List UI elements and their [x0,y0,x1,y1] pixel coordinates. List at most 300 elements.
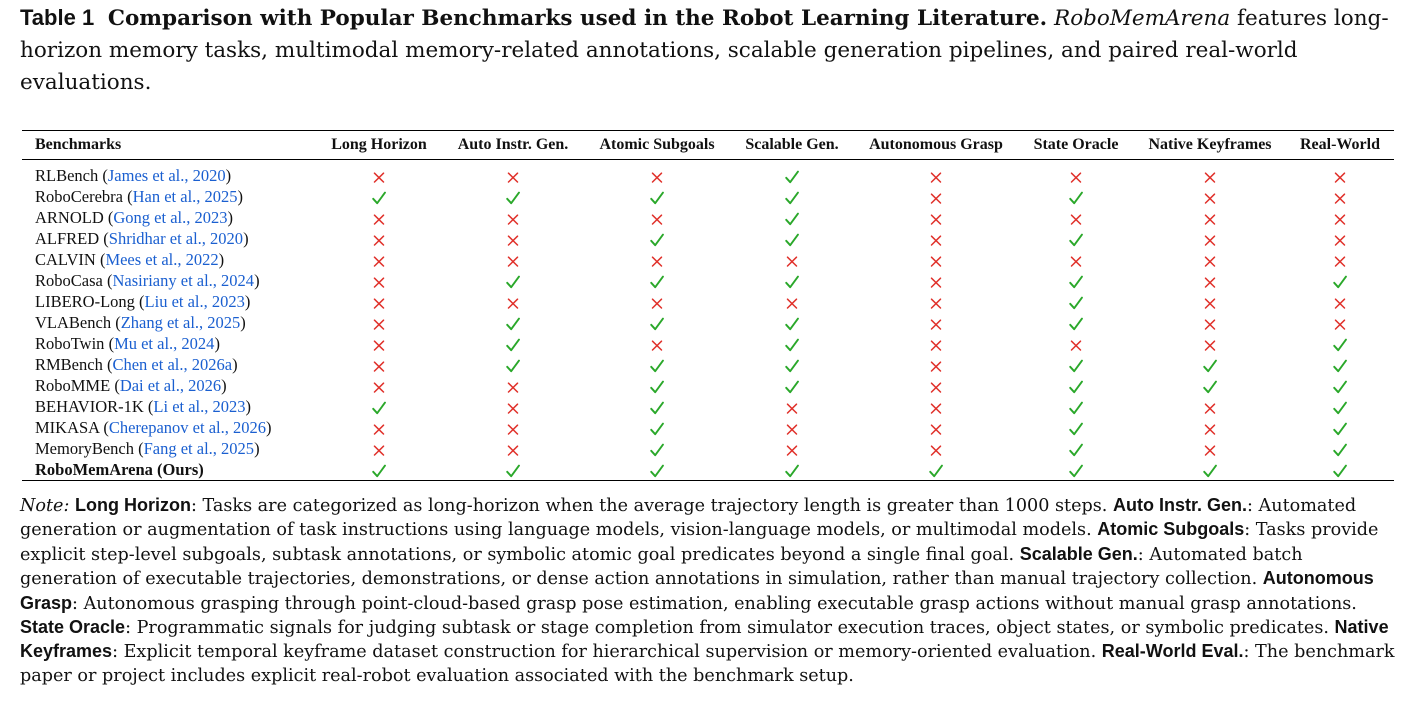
note-separator: : [1247,496,1253,516]
check-icon [649,460,665,479]
feature-cell [1018,396,1134,417]
feature-cell [1134,333,1286,354]
cross-icon [928,418,944,437]
cross-icon [505,397,521,416]
benchmark-name-cell: RoboMME (Dai et al., 2026) [35,376,227,395]
check-icon [1202,376,1218,395]
caption-title: Comparison with Popular Benchmarks used in the Robot Learning Literature. [107,6,1048,31]
cross-icon [649,166,665,185]
cross-icon [649,250,665,269]
note-separator: : [112,642,118,663]
check-icon [1332,334,1348,353]
cross-icon [371,250,387,269]
check-icon [649,418,665,437]
feature-cell [1286,249,1394,270]
check-icon [784,271,800,290]
benchmark-name-cell: ARNOLD (Gong et al., 2023) [35,208,233,227]
feature-cell [1018,438,1134,459]
benchmark-name-cell: MIKASA (Cherepanov et al., 2026) [35,418,272,437]
feature-cell [316,207,442,228]
feature-cell [584,354,730,375]
cross-icon [1332,229,1348,248]
cross-icon [784,439,800,458]
feature-cell [730,207,854,228]
check-icon [784,229,800,248]
feature-cell [442,333,584,354]
cross-icon [505,166,521,185]
feature-cell [1134,417,1286,438]
feature-cell [1134,160,1286,187]
cross-icon [1202,250,1218,269]
cross-icon [1068,334,1084,353]
cross-icon [505,439,521,458]
feature-cell [316,291,442,312]
note-term: Atomic Subgoals [1097,519,1245,540]
table-row [22,186,1394,207]
cross-icon [928,166,944,185]
feature-cell [442,207,584,228]
feature-cell [1134,207,1286,228]
check-icon [649,271,665,290]
feature-cell [1286,186,1394,207]
feature-cell [854,249,1018,270]
note-separator: : [1137,544,1144,565]
header-atomic-subgoals: Atomic Subgoals [599,136,715,153]
cross-icon [1202,397,1218,416]
feature-cell [1018,291,1134,312]
cross-icon [371,334,387,353]
cross-icon [371,271,387,290]
benchmark-name-cell: RoboCasa (Nasiriany et al., 2024) [35,271,260,290]
feature-cell [584,186,730,207]
benchmark-name: LIBERO-Long [35,292,135,311]
feature-cell [1018,207,1134,228]
cross-icon [1332,292,1348,311]
cross-icon [1332,313,1348,332]
check-icon [1332,271,1348,290]
feature-cell [1018,160,1134,187]
feature-cell [730,354,854,375]
benchmark-name: RoboMME [35,376,111,395]
feature-cell [584,417,730,438]
benchmark-name: RoboTwin [35,334,105,353]
feature-cell [442,186,584,207]
check-icon [1068,397,1084,416]
note-term: Scalable Gen. [1019,543,1138,564]
check-icon [784,460,800,479]
cross-icon [1332,250,1348,269]
feature-cell [1286,207,1394,228]
caption-benchmark-name: RoboMemArena [1054,6,1231,31]
table-row [22,249,1394,270]
benchmark-name: RoboCasa [35,271,103,290]
cross-icon [371,439,387,458]
benchmark-name: RLBench [35,166,99,185]
note-term: Auto Instr. Gen. [1113,495,1248,515]
check-icon [1332,355,1348,374]
check-icon [1068,376,1084,395]
feature-cell [442,312,584,333]
table-row [22,312,1394,333]
check-icon [784,334,800,353]
table-row [22,270,1394,291]
benchmark-name: BEHAVIOR-1K [35,397,144,416]
check-icon [649,376,665,395]
feature-cell [730,291,854,312]
cross-icon [928,376,944,395]
citation-link[interactable]: Liu et al., 2023 [144,292,245,311]
cross-icon [505,292,521,311]
note-term: Native Keyframes [20,617,1389,662]
citation-link[interactable]: Gong et al., 2023 [113,208,228,227]
feature-cell [442,249,584,270]
table-row [22,417,1394,438]
feature-cell [854,396,1018,417]
feature-cell [1134,270,1286,291]
benchmark-name-cell: CALVIN (Mees et al., 2022) [35,250,225,269]
feature-cell [442,396,584,417]
feature-cell [1018,249,1134,270]
feature-cell [584,459,730,481]
feature-cell [730,160,854,187]
feature-cell [316,270,442,291]
benchmark-name-cell: BEHAVIOR-1K (Li et al., 2023) [35,397,252,416]
table-header-row [22,131,1394,160]
feature-cell [1286,459,1394,481]
feature-cell [730,417,854,438]
feature-cell [854,207,1018,228]
check-icon [371,460,387,479]
feature-cell [584,375,730,396]
check-icon [784,166,800,185]
table-label: Table 1 [20,5,95,30]
feature-cell [316,333,442,354]
feature-cell [1018,354,1134,375]
check-icon [1068,292,1084,311]
check-icon [1332,439,1348,458]
cross-icon [1202,313,1218,332]
feature-cell [442,417,584,438]
cross-icon [928,334,944,353]
feature-cell [854,291,1018,312]
header-real-world: Real-World [1300,136,1380,153]
cross-icon [1332,187,1348,206]
cross-icon [784,397,800,416]
check-icon [505,187,521,206]
feature-cell [442,160,584,187]
table-note [20,494,1400,688]
check-icon [1068,229,1084,248]
feature-cell [584,160,730,187]
check-icon [1332,460,1348,479]
feature-cell [584,438,730,459]
check-icon [1068,313,1084,332]
cross-icon [505,250,521,269]
cross-icon [1202,187,1218,206]
benchmark-name-cell: RLBench (James et al., 2020) [35,166,232,185]
cross-icon [928,187,944,206]
benchmark-name: RoboMemArena (Ours) [35,460,204,479]
feature-cell [854,312,1018,333]
feature-cell [1134,396,1286,417]
note-definition: Tasks provide explicit step-level subgoals, subtask annotations, or symbolic atomic goal predicates beyond a single final goal. [20,520,1379,565]
cross-icon [1202,208,1218,227]
citation-link[interactable]: Mu et al., 2024 [114,334,215,353]
benchmark-name-cell: LIBERO-Long (Liu et al., 2023) [35,292,251,311]
cross-icon [1068,166,1084,185]
feature-cell [730,375,854,396]
cross-icon [649,208,665,227]
benchmark-name: ALFRED [35,229,100,248]
feature-cell [730,333,854,354]
feature-cell [1134,459,1286,481]
feature-cell [854,333,1018,354]
feature-cell [584,228,730,249]
feature-cell [1134,249,1286,270]
cross-icon [371,418,387,437]
citation-link[interactable]: Zhang et al., 2025 [120,313,241,332]
citation-link[interactable]: Chen et al., 2026a [112,355,233,374]
table-row [22,291,1394,312]
benchmark-name: ARNOLD [35,208,104,227]
feature-cell [442,270,584,291]
feature-cell [854,270,1018,291]
note-separator: : [125,618,131,639]
header-scalable-gen: Scalable Gen. [745,136,839,153]
check-icon [649,397,665,416]
table-row [22,354,1394,375]
cross-icon [1068,208,1084,227]
table-body [22,160,1394,481]
feature-cell [730,249,854,270]
check-icon [505,355,521,374]
benchmark-name-cell [22,459,316,481]
cross-icon [1202,166,1218,185]
benchmark-name: MIKASA [35,418,100,437]
note-definition: Automated generation or augmentation of task instructions using language models, vision-language models, or multimodal models. [20,496,1357,541]
check-icon [505,460,521,479]
feature-cell [442,228,584,249]
header-autonomous-grasp: Autonomous Grasp [869,136,1003,153]
check-icon [505,334,521,353]
cross-icon [649,292,665,311]
cross-icon [928,208,944,227]
note-definition: Programmatic signals for judging subtask or stage completion from simulator execution traces, object states, or symbolic predicates. [136,618,1329,639]
note-definition: Autonomous grasping through point-cloud-based grasp pose estimation, enabling executable grasp actions without manual grasp annotations. [83,593,1357,614]
header-state-oracle: State Oracle [1033,136,1119,153]
note-separator: : [1243,642,1250,663]
check-icon [1068,271,1084,290]
benchmark-name-cell: VLABench (Zhang et al., 2025) [35,313,246,332]
cross-icon [1332,166,1348,185]
citation-link[interactable]: Cherepanov et al., 2026 [108,418,266,437]
header-long-horizon: Long Horizon [331,136,427,153]
check-icon [371,187,387,206]
cross-icon [371,313,387,332]
cross-icon [649,334,665,353]
benchmark-name-cell: MemoryBench (Fang et al., 2025) [35,439,260,458]
feature-cell [1286,354,1394,375]
note-term: Real-World Eval. [1101,641,1244,662]
feature-cell [854,459,1018,481]
check-icon [505,271,521,290]
check-icon [1202,355,1218,374]
cross-icon [1202,418,1218,437]
citation-link[interactable]: Nasiriany et al., 2024 [112,271,255,290]
benchmark-name: VLABench [35,313,112,332]
note-separator: : [1244,520,1251,541]
check-icon [1068,418,1084,437]
feature-cell [1134,186,1286,207]
feature-cell [1018,459,1134,481]
feature-cell [316,160,442,187]
note-definition: Automated batch generation of executable trajectories, demonstrations, or dense action annotations in simulation, rather than manual trajectory collection. [20,544,1303,590]
feature-cell [442,375,584,396]
cross-icon [1202,334,1218,353]
check-icon [1068,439,1084,458]
citation-link[interactable]: Fang et al., 2025 [143,439,255,458]
feature-cell [316,228,442,249]
citation-link[interactable]: Li et al., 2023 [153,397,246,416]
feature-cell [1018,375,1134,396]
note-term: State Oracle [20,617,126,638]
feature-cell [1286,396,1394,417]
benchmark-name-cell: RoboTwin (Mu et al., 2024) [35,334,220,353]
feature-cell [316,249,442,270]
feature-cell [584,312,730,333]
check-icon [784,187,800,206]
cross-icon [928,292,944,311]
check-icon [1202,460,1218,479]
feature-cell [1286,375,1394,396]
cross-icon [928,439,944,458]
feature-cell [730,312,854,333]
cross-icon [505,208,521,227]
cross-icon [928,271,944,290]
feature-cell [730,270,854,291]
feature-cell [1018,333,1134,354]
cross-icon [1202,271,1218,290]
check-icon [1332,418,1348,437]
check-icon [1068,187,1084,206]
feature-cell [316,396,442,417]
check-icon [784,355,800,374]
benchmark-name: RoboCerebra [35,187,123,206]
feature-cell [730,438,854,459]
feature-cell [584,249,730,270]
feature-cell [316,354,442,375]
feature-cell [316,417,442,438]
citation-link[interactable]: James et al., 2020 [107,166,226,185]
citation-link[interactable]: Dai et al., 2026 [119,376,222,395]
feature-cell [316,375,442,396]
check-icon [649,355,665,374]
table-row [22,459,1394,481]
feature-cell [854,186,1018,207]
feature-cell [1134,354,1286,375]
check-icon [649,187,665,206]
table-row [22,207,1394,228]
feature-cell [316,438,442,459]
check-icon [371,397,387,416]
feature-cell [442,438,584,459]
feature-cell [1286,333,1394,354]
feature-cell [1286,417,1394,438]
feature-cell [1018,228,1134,249]
header-auto-instr-gen: Auto Instr. Gen. [457,136,569,153]
note-term: Autonomous Grasp [20,568,1374,613]
benchmark-comparison-table [22,130,1394,481]
feature-cell [854,375,1018,396]
cross-icon [1202,439,1218,458]
feature-cell [854,354,1018,375]
table-row [22,438,1394,459]
cross-icon [1332,208,1348,227]
cross-icon [784,418,800,437]
table-row [22,375,1394,396]
table-row [22,160,1394,187]
feature-cell [1286,312,1394,333]
caption-text: features long-horizon memory tasks, multimodal memory-related annotations, scalable generation pipelines, and paired real-world evaluations. [20,6,1389,95]
feature-cell [1134,375,1286,396]
benchmark-name: CALVIN [35,250,96,269]
check-icon [649,313,665,332]
feature-cell [316,312,442,333]
feature-cell [1134,438,1286,459]
header-native-keyframes: Native Keyframes [1148,136,1272,153]
check-icon [928,460,944,479]
note-definition: Tasks are categorized as long-horizon when the average trajectory length is greater than 1000 steps. [202,496,1108,516]
benchmark-name-cell: ALFRED (Shridhar et al., 2020) [35,229,249,248]
cross-icon [928,355,944,374]
feature-cell [442,291,584,312]
citation-link[interactable]: Han et al., 2025 [132,187,238,206]
cross-icon [505,229,521,248]
cross-icon [784,250,800,269]
feature-cell [854,438,1018,459]
cross-icon [928,229,944,248]
feature-cell [584,396,730,417]
note-definition: The benchmark paper or project includes explicit real-robot evaluation associated with the benchmark setup. [20,642,1395,686]
note-definition: Explicit temporal keyframe dataset construction for hierarchical supervision or memory-oriented evaluation. [123,642,1097,663]
feature-cell [854,228,1018,249]
cross-icon [371,166,387,185]
benchmark-name: MemoryBench [35,439,134,458]
benchmark-name: RMBench [35,355,103,374]
check-icon [784,208,800,227]
feature-cell [584,291,730,312]
check-icon [1332,376,1348,395]
citation-link[interactable]: Mees et al., 2022 [105,250,219,269]
note-lead: Note: [20,496,70,516]
cross-icon [928,397,944,416]
citation-link[interactable]: Shridhar et al., 2020 [108,229,244,248]
feature-cell [1286,291,1394,312]
feature-cell [1134,291,1286,312]
feature-cell [854,160,1018,187]
feature-cell [1286,270,1394,291]
note-separator: : [72,593,78,614]
table-caption [20,2,1390,99]
feature-cell [1018,270,1134,291]
check-icon [784,313,800,332]
table-row [22,333,1394,354]
note-separator: : [190,496,197,516]
feature-cell [1134,228,1286,249]
feature-cell [1018,312,1134,333]
cross-icon [928,250,944,269]
feature-cell [730,396,854,417]
